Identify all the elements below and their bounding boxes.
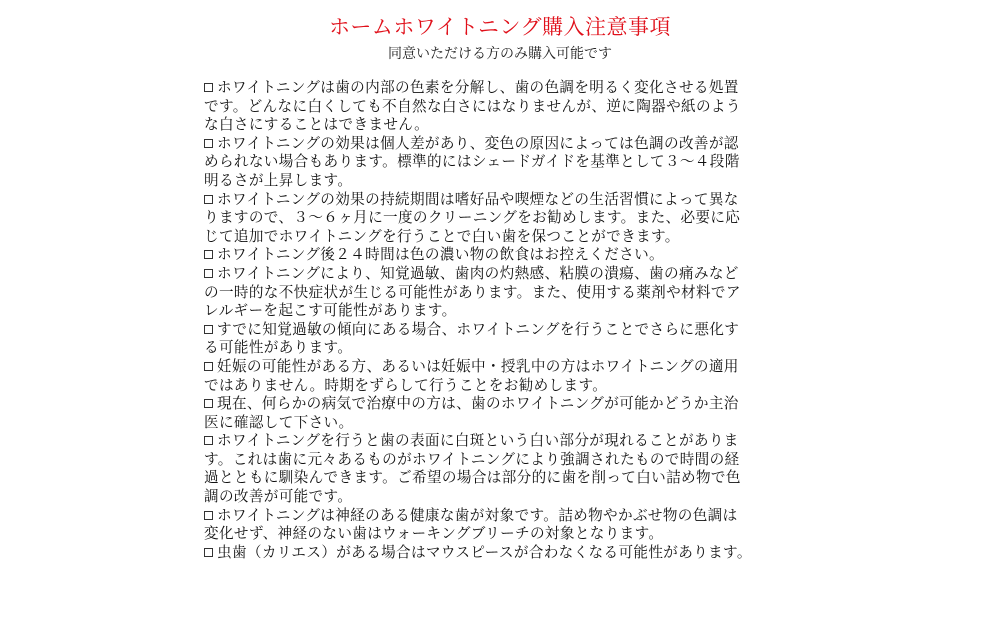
notice-item-text: 変化せず、神経のない歯はウォーキングブリーチの対象となります。 <box>204 525 664 543</box>
notice-item <box>204 191 810 247</box>
notice-item-line <box>204 395 810 414</box>
notice-item-text: じて追加でホワイトニングを行うことで白い歯を保つことができます。 <box>204 227 680 245</box>
notice-item-text: ではありません。時期をずらして行うことをお勧めします。 <box>204 376 608 394</box>
notice-item <box>204 544 810 563</box>
notice-item-line <box>204 98 810 117</box>
checkbox-icon <box>204 436 213 445</box>
checkbox-icon <box>204 195 213 204</box>
notice-item-line <box>204 321 810 340</box>
notice-item-text: められない場合もあります。標準的にはシェードガイドを基準として３～４段階 <box>204 153 740 171</box>
notice-list <box>204 79 810 562</box>
notice-item-line <box>204 79 810 98</box>
notice-item-line <box>204 135 810 154</box>
notice-item-text: 医に確認して下さい。 <box>204 413 354 431</box>
notice-item-line <box>204 246 810 265</box>
notice-item-line <box>204 451 810 470</box>
notice-item-line <box>204 544 810 563</box>
notice-item-text: すでに知覚過敏の傾向にある場合、ホワイトニングを行うことでさらに悪化す <box>217 320 740 338</box>
notice-item-text: 調の改善が可能です。 <box>204 488 353 506</box>
notice-item-line <box>204 488 810 507</box>
notice-item-text: レルギーを起こす可能性があります。 <box>204 302 457 320</box>
notice-item-line <box>204 525 810 544</box>
checkbox-icon <box>204 269 213 278</box>
notice-item-text: ホワイトニングは歯の内部の色素を分解し、歯の色調を明るく変化させる処置 <box>217 79 739 96</box>
notice-item <box>204 246 810 265</box>
page-subtitle: 同意いただける方のみ購入可能です <box>388 46 612 62</box>
notice-item-text: 虫歯（カリエス）がある場合はマウスピースが合わなくなる可能性があります。 <box>217 543 752 561</box>
notice-item-text: ホワイトニングの効果は個人差があり、変色の原因によっては色調の改善が認 <box>217 134 739 152</box>
checkbox-icon <box>204 139 213 148</box>
notice-item-line <box>204 284 810 303</box>
notice-item-text: です。どんなに白くしても不自然な白さにはなりませんが、逆に陶器や紙のよう <box>204 97 741 115</box>
notice-item-line <box>204 432 810 451</box>
notice-item <box>204 507 810 544</box>
checkbox-icon <box>204 548 213 557</box>
checkbox-icon <box>204 325 213 334</box>
checkbox-icon <box>204 83 213 92</box>
notice-item <box>204 135 810 191</box>
notice-item <box>204 395 810 432</box>
notice-item-line <box>204 209 810 228</box>
notice-item-text: 現在、何らかの病気で治療中の方は、歯のホワイトニングが可能かどうか主治 <box>217 395 739 413</box>
notice-item-line <box>204 265 810 284</box>
notice-item <box>204 79 810 135</box>
notice-item-text: 過とともに馴染んできます。ご希望の場合は部分的に歯を削って白い詰め物で色 <box>204 469 741 487</box>
notice-item-line <box>204 358 810 377</box>
notice-item-line <box>204 339 810 358</box>
notice-item-line <box>204 507 810 526</box>
notice-item-line <box>204 191 810 210</box>
checkbox-icon <box>204 511 213 520</box>
notice-item-line <box>204 377 810 396</box>
notice-item-line <box>204 414 810 433</box>
notice-item-line <box>204 469 810 488</box>
checkbox-icon <box>204 250 213 259</box>
page-title: ホームホワイトニング購入注意事項 <box>328 15 672 39</box>
notice-item-text: 妊娠の可能性がある方、あるいは妊娠中・授乳中の方はホワイトニングの適用 <box>217 357 739 375</box>
notice-item-line <box>204 116 810 135</box>
notice-item <box>204 432 810 506</box>
notice-item-text: る可能性があります。 <box>204 339 353 357</box>
notice-item-text: な白さにすることはできません。 <box>204 116 430 134</box>
notice-item-line <box>204 228 810 247</box>
notice-item-text: の一時的な不快症状が生じる可能性があります。また、使用する薬剤や材料でア <box>204 283 741 301</box>
notice-item-text: ホワイトニングは神経のある健康な歯が対象です。詰め物やかぶせ物の色調は <box>217 506 738 524</box>
notice-item-text: 明るさが上昇します。 <box>204 171 353 189</box>
notice-item-text: ホワイトニング後２４時間は色の濃い物の飲食はお控えください。 <box>217 246 665 264</box>
notice-item-text: ホワイトニングを行うと歯の表面に白斑という白い部分が現れることがありま <box>217 432 739 450</box>
notice-item-text: す。これは歯に元々あるものがホワイトニングにより強調されたもので時間の経 <box>204 450 740 468</box>
checkbox-icon <box>204 362 213 371</box>
notice-item <box>204 265 810 321</box>
notice-item-line <box>204 153 810 172</box>
checkbox-icon <box>204 399 213 408</box>
notice-item <box>204 358 810 395</box>
notice-item-text: ホワイトニングにより、知覚過敏、歯肉の灼熱感、粘膜の潰瘍、歯の痛みなど <box>217 264 739 282</box>
notice-item-text: りますので、３～６ヶ月に一度のクリーニングをお勧めします。また、必要に応 <box>204 209 741 227</box>
notice-item-line <box>204 172 810 191</box>
notice-item-text: ホワイトニングの効果の持続期間は嗜好品や喫煙などの生活習慣によって異な <box>217 190 739 208</box>
notice-item <box>204 321 810 358</box>
notice-item-line <box>204 302 810 321</box>
